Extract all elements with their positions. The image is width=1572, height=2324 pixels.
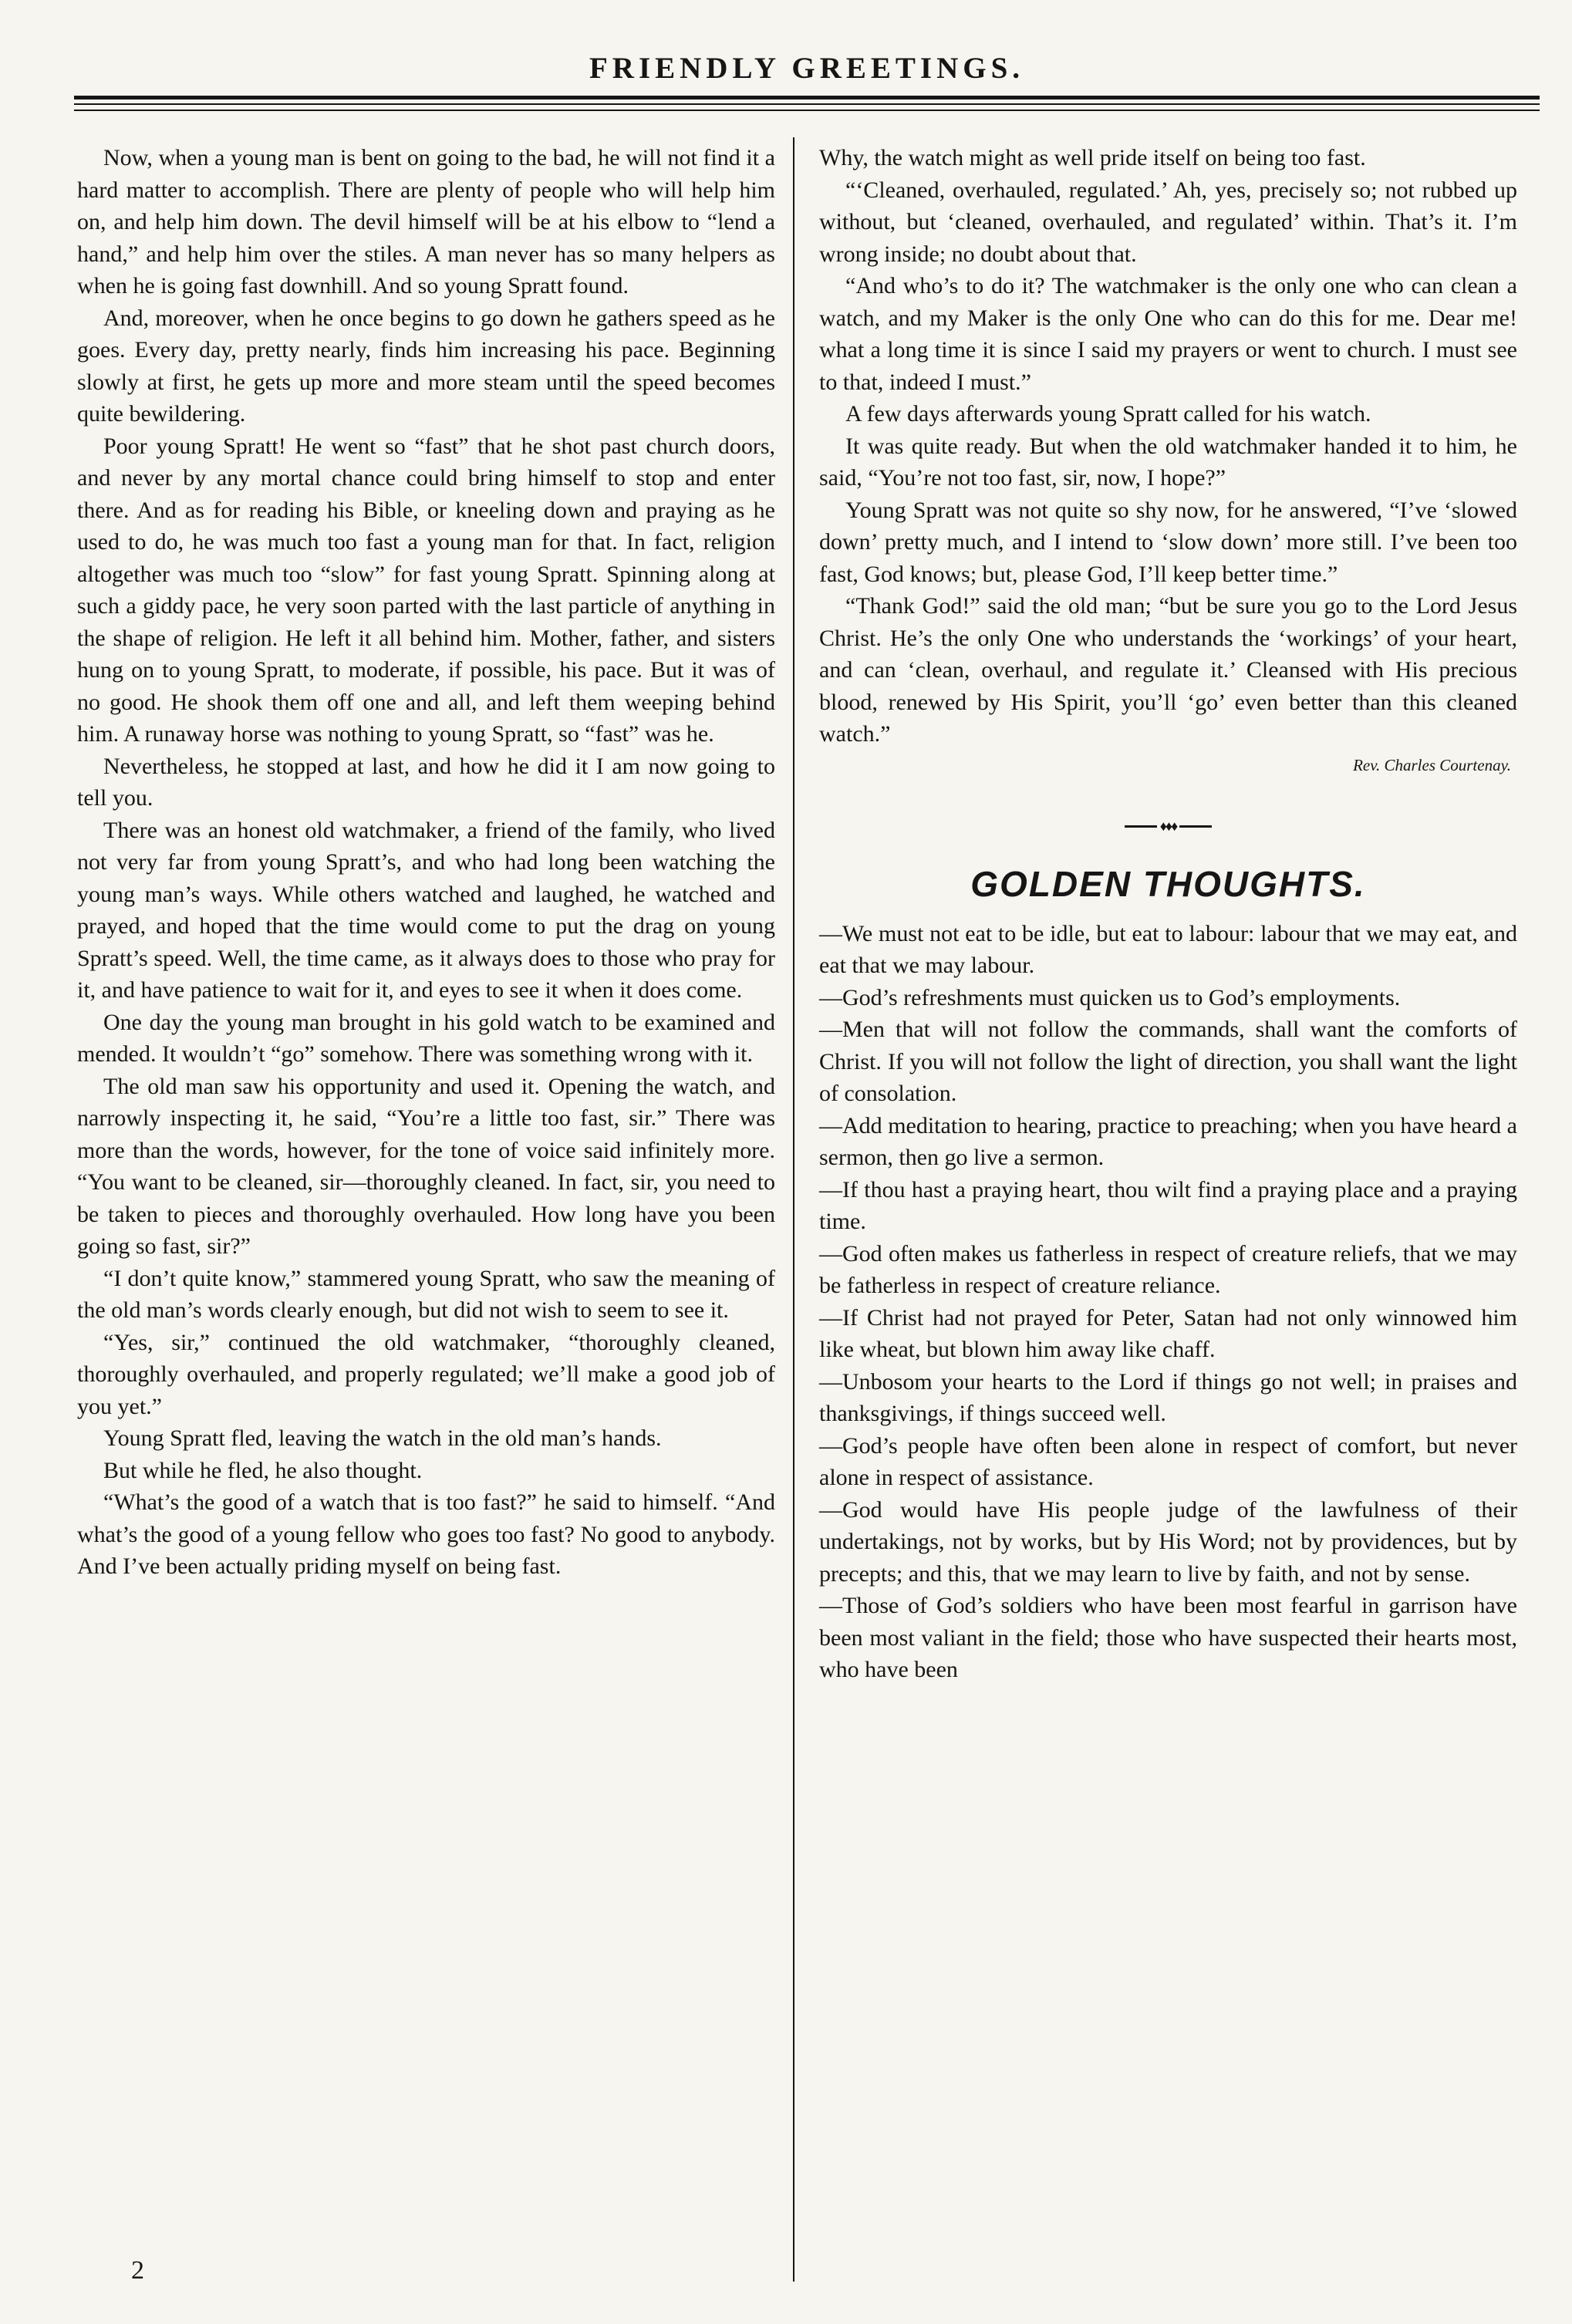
story-continuation-paragraph: Young Spratt was not quite so shy now, for he answered, “I’ve ‘slowed down’ pretty much, and I intend to ‘slow down’ more still. I’ve been too fast, God knows; but, please God, I’ll keep better time.” <box>819 497 1517 587</box>
story-continuation-paragraph: “Thank God!” said the old man; “but be sure you go to the Lord Jesus Christ. He’s the only One who understands the ‘workings’ of your heart, and can ‘clean, overhaul, and regulate it.’ Cleansed with His precious blood, renewed by His Spirit, you’ll ‘go’ even better than this cleaned watch.” <box>819 593 1517 747</box>
story-paragraph: “I don’t quite know,” stammered young Spratt, who saw the meaning of the old man’s words clearly enough, but did not wish to seem to see it. <box>77 1265 775 1323</box>
story-paragraph: And, moreover, when he once begins to go down he gathers speed as he goes. Every day, pretty nearly, finds him increasing his pace. Beginning slowly at first, he gets up more and more steam until the speed becomes quite bewildering. <box>77 305 775 427</box>
golden-thought: —God would have His people judge of the lawfulness of their undertakings, not by works, but by His Word; not by providences, but by precepts; and this, that we may learn to live by faith, and not by sense. <box>819 1496 1517 1587</box>
golden-thought: —If thou hast a praying heart, thou wilt find a praying place and a praying time. <box>819 1176 1517 1234</box>
golden-thought: —Those of God’s soldiers who have been most fearful in garrison have been most valiant in the field; those who have suspected their hearts most, who have been <box>819 1593 1517 1682</box>
story-paragraph: One day the young man brought in his gold watch to be examined and mended. It wouldn’t “go” somehow. There was something wrong with it. <box>77 1009 775 1067</box>
story-continuation-paragraph: “‘Cleaned, overhauled, regulated.’ Ah, yes, precisely so; not rubbed up without, but ‘cleaned, overhauled, and regulated’ within. That’s it. I’m wrong inside; no doubt about that. <box>819 177 1517 267</box>
story-paragraph: The old man saw his opportunity and used it. Opening the watch, and narrowly inspecting it, he said, “You’re a little too fast, sir.” There was more than the words, however, for the tone of voice said infinitely more. “You want to be cleaned, sir—thoroughly cleaned. In fact, sir, you need to be taken to pieces and thoroughly overhauled. How long have you been going so fast, sir?” <box>77 1073 775 1259</box>
golden-thought: —God’s people have often been alone in respect of comfort, but never alone in respect of assistance. <box>819 1432 1517 1490</box>
left-column <box>77 142 775 1583</box>
page-number: 2 <box>131 2256 144 2285</box>
running-header: FRIENDLY GREETINGS. <box>589 52 1025 85</box>
story-paragraph: Nevertheless, he stopped at last, and how he did it I am now going to tell you. <box>77 753 775 811</box>
column-divider <box>793 137 794 2282</box>
golden-thought: —If Christ had not prayed for Peter, Satan had not only winnowed him like wheat, but blown him away like chaff. <box>819 1304 1517 1362</box>
golden-thought: —We must not eat to be idle, but eat to labour: labour that we may eat, and eat that we may labour. <box>819 920 1517 978</box>
author-signature: Rev. Charles Courtenay. <box>1353 755 1511 774</box>
right-column <box>819 142 1517 1686</box>
story-paragraph: “What’s the good of a watch that is too fast?” he said to himself. “And what’s the good of a young fellow who goes too fast? No good to anybody. And I’ve been actually priding myself on being fast. <box>77 1489 775 1579</box>
header-rule-thin <box>74 103 1540 105</box>
golden-thought: —Men that will not follow the commands, shall want the comforts of Christ. If you will not follow the light of direction, you shall want the light of consolation. <box>819 1017 1517 1106</box>
section-ornament <box>819 811 1517 843</box>
header-rule-thick <box>74 96 1540 100</box>
golden-thought: —Unbosom your hearts to the Lord if things go not well; in praises and thanksgivings, if things succeed well. <box>819 1368 1517 1426</box>
story-paragraph: Now, when a young man is bent on going to the bad, he will not find it a hard matter to accomplish. There are plenty of people who will help him on, and help him down. The devil himself will be at his elbow to “lend a hand,” and help him over the stiles. A man never has so many helpers as when he is going fast downhill. And so young Spratt found. <box>77 145 775 299</box>
story-continuation-paragraph: A few days afterwards young Spratt called for his watch. <box>845 401 1371 427</box>
header-rule-thin-lower <box>74 110 1540 111</box>
story-paragraph: Young Spratt fled, leaving the watch in the old man’s hands. <box>103 1425 662 1451</box>
ornament-bar-left <box>1125 825 1157 828</box>
golden-thought: —God often makes us fatherless in respect of creature reliefs, that we may be fatherless in respect of creature reliance. <box>819 1240 1517 1298</box>
story-continuation-paragraph: It was quite ready. But when the old watchmaker handed it to him, he said, “You’re not too fast, sir, now, I hope?” <box>819 433 1517 491</box>
golden-thought: —God’s refreshments must quicken us to God’s employments. <box>819 984 1401 1010</box>
story-continuation-paragraph: Why, the watch might as well pride itself on being too fast. <box>819 145 1366 170</box>
story-paragraph: “Yes, sir,” continued the old watchmaker, “thoroughly cleaned, thoroughly overhauled, and properly regulated; we’ll make a good job of you yet.” <box>77 1329 775 1419</box>
story-paragraph: But while he fled, he also thought. <box>103 1457 423 1483</box>
golden-thought: —Add meditation to hearing, practice to preaching; when you have heard a sermon, then go live a sermon. <box>819 1112 1517 1170</box>
ornament-diamonds: ♦♦♦ <box>1159 818 1177 834</box>
golden-thoughts-title: GOLDEN THOUGHTS. <box>970 864 1366 904</box>
story-paragraph: There was an honest old watchmaker, a friend of the family, who lived not very far from young Spratt’s, and who had long been watching the young man’s ways. While others watched and laughed, he watched and prayed, and hoped that the time would come to put the drag on young Spratt’s speed. Well, the time came, as it always does to those who pray for it, and have patience to wait for it, and eyes to see it when it does come. <box>77 817 775 1003</box>
story-paragraph: Poor young Spratt! He went so “fast” that he shot past church doors, and never by any mortal chance could bring himself to stop and enter there. And as for reading his Bible, or kneeling down and praying as he used to do, he was much too fast a young man for that. In fact, religion altogether was much too “slow” for fast young Spratt. Spinning along at such a giddy pace, he very soon parted with the last particle of anything in the shape of religion. He left it all behind him. Mother, father, and sisters hung on to young Spratt, to moderate, if possible, his pace. But it was of no good. He shook them off one and all, and left them weeping behind him. A runaway horse was nothing to young Spratt, so “fast” was he. <box>77 433 775 747</box>
story-continuation-paragraph: “And who’s to do it? The watchmaker is the only one who can clean a watch, and my Maker is the only One who can do this for me. Dear me! what a long time it is since I said my prayers or went to church. I must see to that, indeed I must.” <box>819 273 1517 395</box>
ornament-bar-right <box>1179 825 1212 828</box>
